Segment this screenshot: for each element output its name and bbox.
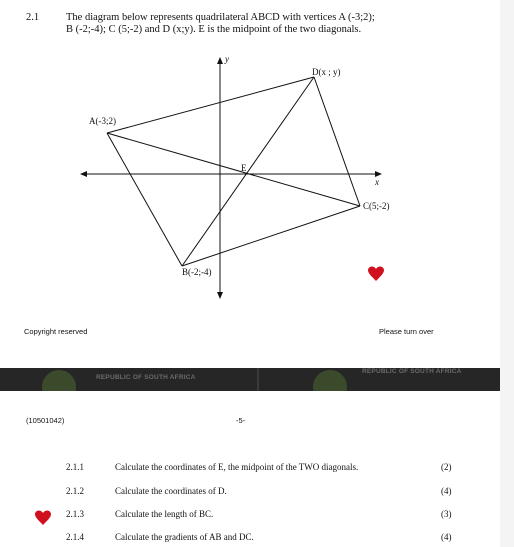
subquestion-marks: (4) (441, 532, 452, 542)
diagonal-ac (107, 133, 360, 206)
side-ab (107, 133, 182, 266)
subquestion-marks: (4) (441, 486, 452, 496)
midpoint-e-label: E (241, 163, 247, 173)
subquestion-number: 2.1.2 (66, 486, 84, 496)
band-text-left: REPUBLIC OF SOUTH AFRICA (96, 374, 196, 381)
subquestion-text: Calculate the coordinates of D. (115, 486, 227, 496)
heart-icon[interactable] (368, 266, 384, 282)
band-divider (257, 368, 259, 391)
paper-code: (10501042) (26, 416, 65, 425)
y-axis-arrow-up (217, 57, 223, 64)
subquestion-marks: (3) (441, 509, 452, 519)
band-text-right: REPUBLIC OF SOUTH AFRICA (362, 368, 462, 375)
vertex-a-label: A(-3;2) (89, 116, 116, 126)
x-axis-arrow-left (80, 171, 87, 177)
diagonal-bd (182, 77, 314, 266)
turn-over-footer: Please turn over (379, 327, 434, 336)
heart-icon[interactable] (35, 510, 51, 526)
question-number: 2.1 (26, 12, 40, 23)
y-axis-arrow-down (217, 292, 223, 299)
coat-of-arms-icon (42, 370, 76, 391)
vertex-d-label: D(x ; y) (312, 67, 341, 77)
subquestion-number: 2.1.3 (66, 509, 84, 519)
side-cd (314, 77, 360, 206)
page-edge-gutter (500, 0, 514, 547)
subquestion-number: 2.1.1 (66, 462, 84, 472)
vertex-b-label: B(-2;-4) (182, 267, 212, 277)
page-number: -5- (236, 416, 246, 425)
subquestion-number: 2.1.4 (66, 532, 84, 542)
subquestion-marks: (2) (441, 462, 452, 472)
question-text-line-1: The diagram below represents quadrilateral ABCD with vertices A (-3;2); (66, 12, 375, 23)
side-da (107, 77, 314, 133)
side-bc (182, 206, 360, 266)
subquestion-text: Calculate the gradients of AB and DC. (115, 532, 254, 542)
subquestion-text: Calculate the length of BC. (115, 509, 214, 519)
copyright-footer: Copyright reserved (24, 327, 88, 336)
subquestion-text: Calculate the coordinates of E, the midpoint of the TWO diagonals. (115, 462, 359, 472)
vertex-c-label: C(5;-2) (363, 201, 390, 211)
x-axis-label: x (375, 177, 379, 187)
coat-of-arms-icon-right (313, 370, 347, 391)
page-separator-band (0, 368, 500, 391)
question-text-line-2: B (-2;-4); C (5;-2) and D (x;y). E is the midpoint of the two diagonals. (66, 24, 362, 35)
y-axis-label: y (225, 54, 229, 64)
exam-page-bottom (0, 391, 500, 547)
